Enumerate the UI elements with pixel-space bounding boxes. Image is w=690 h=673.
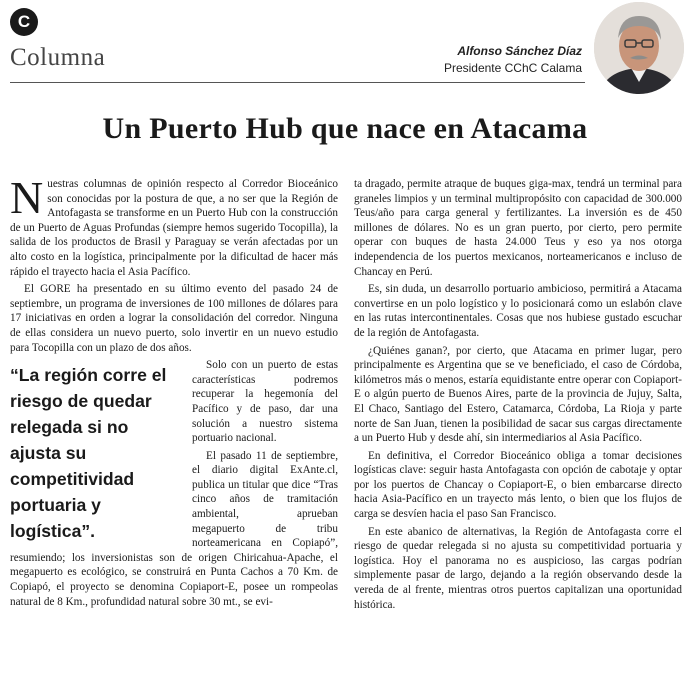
drop-cap: N [10,172,44,223]
paragraph: ¿Quiénes ganan?, por cierto, que Atacama en primer lugar, pero principalmente es Argentina que se ve beneficiado, el caso de Córdoba, kilómetros más o menos, estaría equidistante entre operar con Copiaport-E o algún puerto de Buenos Aires, parte de la provincia de Jujuy, Salta, El Chaco, Santiago del Estero, Catamarca, Córdoba, La Rioja y parte norte de San Juan, tienen la posibilidad de sacar sus cargas directamente a un Puerto Hub y desde ahí, sin intermediarios al Asia Pacífico. [354,344,682,445]
paragraph: En este abanico de alternativas, la Región de Antofagasta corre el riesgo de quedar relegada si no ajusta su competitividad portuaria y logística. Hoy el panorama no es auspicioso, las cargas podrían simplemente pasar de largo, dejando a la región observando desde la vereda de al frente, mientras otros puertos capitalizan una oportunidad histórica. [354,525,682,611]
pull-quote: “La región corre el riesgo de quedar relegada si no ajusta su competitividad portuaria y logística”. [10,365,167,542]
paragraph: ta dragado, permite atraque de buques giga-max, tendrá un terminal para graneles limpios y un terminal multipropósito con capacidad de 300.000 Teus/año para carga general y fertilizantes. La inversión es de 450 millones de dólares. No es un gran puerto, por cierto, pero permite operar con buques de hasta 24.000 Teus y eso ya nos otorga independencia de los puertos mexicanos, norteamericanos e incluso de Chancay en Perú. [354,178,682,278]
paragraph: En definitiva, el Corredor Bioceánico obliga a tomar decisiones logísticas clave: seguir hasta Antofagasta con opción de cabotaje y optar por los puertos de Chancay o Copiaport-E, o bien embarcarse directo hacia Asia-Pacífico en un trayecto más lento, o bien que los flujos de carga se desvíen hacia el paso San Francisco. [354,449,682,521]
paragraph: Solo con un puerto de estas características podremos recuperar la hegemonía del Pacífico y de paso, dar una solución a nuestro sistema portuario nacional. [192,359,338,445]
paragraph: El GORE ha presentado en su último evento del pasado 24 de septiembre, un programa de inversiones de 100 millones de dólares para 17 iniciativas en orden a lograr la consolidación del corredor. Ninguna de ellas considera un nuevo puerto, solo invertir en un nuevo estudio para Tocopilla con un plazo de dos años. [10,283,338,354]
paragraph: Es, sin duda, un desarrollo portuario ambicioso, permitirá a Atacama convertirse en un polo logístico y lo posicionará como un eslabón clave en las rutas intercontinentales. Cosas que nos hubiese gustado escuchar de la región de Antofagasta. [354,283,682,339]
header-divider [10,82,585,83]
right-column [354,177,682,615]
author-portrait-icon [594,2,684,94]
paragraph [10,172,338,279]
left-column [10,172,338,612]
paragraph-text: uestras columnas de opinión respecto al Corredor Bioceánico son conocidas por la postura de que, a no ser que la Región de Antofagasta se transforme en un Puerto Hub con la construcción de un Puerto de Aguas Profundas (siempre hemos sugerido Tocopilla), la salida de los productos de Brasil y Paraguay se verán afectadas por un alto costo en la logística, principalmente por la dificultad de hacer más rápido el trayecto hacia el Asia Pacífico. [10,178,338,278]
article-title: Un Puerto Hub que nace en Atacama [102,112,588,145]
paragraph: El pasado 11 de septiembre, el diario digital ExAnte.cl, publica un titular que dice “Tras cinco años de tramitación ambiental, aprueban megapuerto de tribu norteamericana en Copiapó”, resumiendo; los inversionistas son de origen Chiricahua-Apache, el megapuerto es ecológico, se construirá en Punta Cachos a 70 Km. de Copiapó, el proyecto se denomina Copiaport-E, posee un rompeolas natural de 8 Km., profundidad natural sobre 30 mt., se evi- [10,449,338,608]
author-byline [444,44,582,75]
author-role: Presidente CChC Calama [443,61,582,75]
author-photo [594,2,684,94]
column-badge: C [10,8,38,36]
section-label: Columna [10,44,106,71]
author-name: Alfonso Sánchez Díaz [457,44,582,58]
